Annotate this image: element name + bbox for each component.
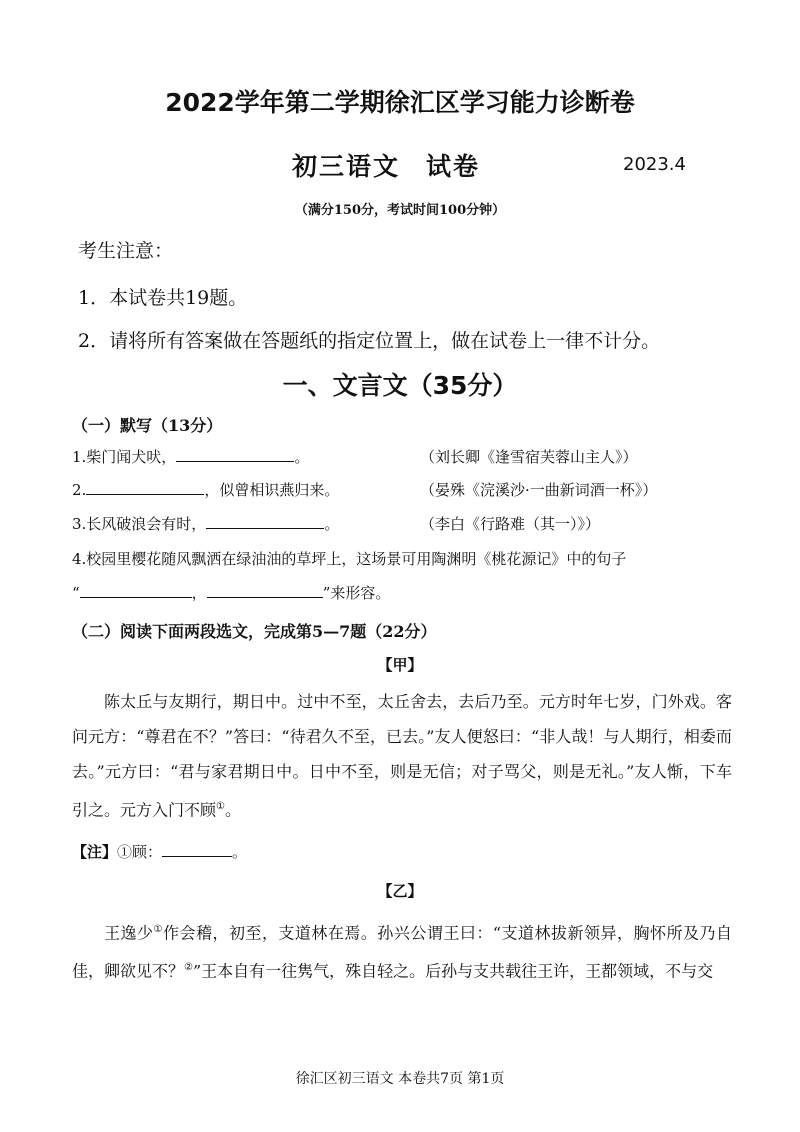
quote-open: “: [72, 584, 80, 602]
question-3-source: （李白《行路难（其一）》）: [420, 515, 601, 533]
passage-jia-end: 。: [224, 800, 241, 820]
question-1: [72, 446, 309, 467]
passage-jia-tag: 【甲】: [377, 656, 423, 674]
question-1-source: （刘长卿《逢雪宿芙蓉山主人》）: [420, 448, 638, 466]
exam-date: 2023.4: [623, 154, 686, 175]
answer-blank: [206, 514, 324, 529]
page-footer: 徐汇区初三语文 本卷共7页 第1页: [295, 1071, 505, 1087]
notice-item-1: 1．本试卷共19题。: [78, 287, 248, 309]
passage-jia: [72, 684, 732, 827]
footnote-marker: ②: [184, 962, 193, 974]
subject-label: 初三语文: [292, 152, 401, 181]
answer-blank: [176, 447, 294, 462]
section-title: 一、文言文（35分）: [282, 371, 518, 400]
comma: ，: [191, 584, 207, 602]
annotation-label: 【注】: [72, 843, 118, 861]
passage-yi: [72, 912, 732, 989]
part1-heading: （一）默写（13分）: [72, 416, 223, 435]
annotation-text: ①顾：: [117, 843, 163, 861]
answer-blank: [162, 842, 232, 857]
quote-close: ”来形容。: [322, 584, 391, 602]
passage-yi-text-b: 作会稽，初至，支道林在焉。孙兴公谓王曰：“支道林拔新领异，胸怀所及乃自佳，卿欲见不？: [72, 923, 732, 981]
question-1-text: 1.柴门闻犬吠，: [72, 448, 177, 466]
question-2-number: 2.: [72, 481, 87, 499]
question-3-end: 。: [324, 515, 340, 533]
annotation-end: 。: [232, 843, 248, 861]
answer-blank: [207, 583, 323, 598]
footnote-marker: ①: [153, 924, 163, 935]
exam-title: 2022学年第二学期徐汇区学习能力诊断卷: [165, 88, 635, 117]
question-2: [72, 479, 339, 500]
part2-heading: （二）阅读下面两段选文，完成第5—7题（22分）: [72, 622, 437, 641]
answer-blank: [86, 480, 204, 495]
notice-heading: 考生注意：: [78, 240, 174, 262]
passage-jia-text: 陈太丘与友期行，期日中。过中不至，太丘舍去，去后乃至。元方时年七岁，门外戏。客问元方：“尊君在不？”答曰：“待君久不至，已去。”友人便怒曰：“非人哉！与人期行，相委而去。”元方曰：“君与家君期日中。日中不至，则是无信；对子骂父，则是无礼。”友人惭，下车引之。元方入门不顾: [72, 692, 732, 820]
passage-yi-text-a: 王逸少: [104, 923, 154, 943]
notice-item-2: 2．请将所有答案做在答题纸的指定位置上，做在试卷上一律不计分。: [78, 330, 661, 352]
question-2-source: （晏殊《浣溪沙·一曲新词酒一杯》）: [420, 481, 658, 499]
passage-yi-text-c: ”王本自有一往隽气，殊自轻之。后孙与支共载往王许，王都领域，不与交: [192, 961, 714, 981]
question-4-line-2: [72, 582, 390, 603]
paper-label: 试卷: [426, 152, 481, 181]
question-2-text: ，似曾相识燕归来。: [204, 481, 340, 499]
question-1-end: 。: [294, 448, 310, 466]
annotation: [72, 841, 247, 862]
question-4-line-1: 4.校园里樱花随风飘洒在绿油油的草坪上，这场景可用陶渊明《桃花源记》中的句子: [72, 550, 627, 568]
footnote-marker: ①: [216, 801, 225, 812]
exam-note: （满分150分，考试时间100分钟）: [294, 203, 506, 218]
answer-blank: [80, 583, 192, 598]
passage-yi-tag: 【乙】: [377, 882, 423, 900]
exam-subtitle: [292, 147, 480, 183]
question-3: [72, 513, 339, 534]
question-3-text: 3.长风破浪会有时，: [72, 515, 207, 533]
